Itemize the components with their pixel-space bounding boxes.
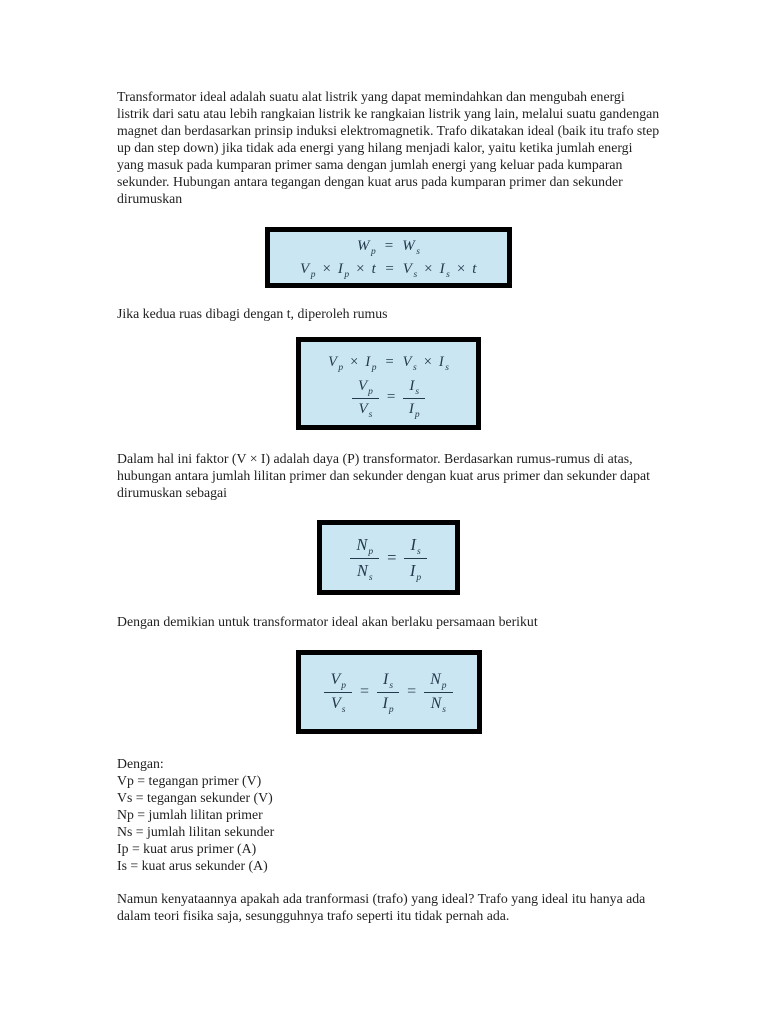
formula-row [324,671,452,713]
var-subscript: p [338,362,344,373]
var-subscript: s [445,362,449,373]
denominator [410,559,421,581]
var-subscript: s [341,705,346,715]
var-letter: V [330,671,341,688]
equals-sign: = [385,353,394,370]
equals-sign: = [384,237,394,254]
var-letter: V [357,377,368,394]
var-letter: N [356,534,368,554]
equals-sign: = [360,683,370,700]
variable [357,235,376,258]
var-letter: N [430,695,442,712]
variable [472,258,477,281]
var-letter: I [365,353,371,370]
variable [439,350,449,375]
variable [403,258,417,281]
var-letter: N [430,671,441,688]
var-subscript: p [416,572,422,583]
var-subscript: p [368,546,374,557]
var-subscript: p [371,246,376,257]
equals-sign: = [407,683,417,700]
fraction [403,378,425,418]
fraction [377,671,399,713]
var-letter: N [356,560,368,580]
var-subscript: s [413,362,417,373]
denominator [331,693,345,713]
formula-row [357,235,420,258]
formula-box-turns-current [317,520,460,595]
var-letter: I [438,353,445,370]
variable [365,350,376,375]
formula-box-voltage-current [296,337,481,430]
ideal-transformer-text: Dengan demikian untuk transformator ideal akan berlaku persamaan berikut [117,614,538,629]
legend-item-ip: Ip = kuat arus primer (A) [117,841,257,856]
formula-row [350,535,426,581]
var-subscript: p [414,409,420,420]
var-subscript: s [442,705,446,715]
var-letter: W [402,237,416,254]
equals-sign: = [385,260,394,277]
legend-item-is: Is = kuat arus sekunder (A) [117,858,268,873]
var-letter: I [439,260,446,277]
equals-sign: = [386,389,396,405]
formula-row [328,350,449,375]
denominator [383,693,394,713]
formula-box-combined [296,650,482,734]
numerator [350,535,379,559]
var-letter: t [371,260,377,277]
multiply-sign: × [356,260,365,277]
variable [328,350,343,375]
formula-row [300,258,477,281]
formula-row [352,378,425,418]
fraction [350,535,379,581]
fraction [324,671,352,713]
fraction [352,378,379,418]
equals-sign: = [387,547,397,567]
legend [117,755,660,874]
variable [440,258,450,281]
var-letter: V [402,260,413,277]
var-subscript: p [341,681,346,691]
var-subscript: s [446,269,450,280]
var-subscript: s [416,246,420,257]
var-letter: I [409,560,416,580]
multiply-sign: × [424,260,433,277]
legend-item-np: Np = jumlah lilitan primer [117,807,263,822]
var-subscript: p [388,705,394,715]
numerator [324,671,352,693]
fraction [404,535,426,581]
numerator [352,378,379,399]
var-letter: I [382,695,388,712]
multiply-sign: × [322,260,331,277]
divide-by-t-text: Jika kedua ruas dibagi dengan t, diperoleh rumus [117,306,388,321]
legend-item-vs: Vs = tegangan sekunder (V) [117,790,273,805]
var-subscript: p [371,362,377,373]
var-subscript: s [416,546,421,557]
denominator [431,693,446,713]
var-letter: I [409,377,415,394]
numerator [403,378,425,399]
intro-paragraph: Transformator ideal adalah suatu alat listrik yang dapat memindahkan dan mengubah energi listrik dari satu atau lebih rangkaian listrik ke rangkaian listrik yang lain, melalui suatu gandengan magnet dan berdasarkan prinsip induksi elektromagnetik. Trafo dikatakan ideal (baik itu trafo step up dan step down) jika tidak ada energi yang hilang menjadi kalor, yaitu ketika jumlah energi yang masuk pada kumparan primer sama dengan jumlah energi yang keluar pada kumparan sekunder. Hubungan antara tegangan dengan kuat arus pada kumparan primer dan sekunder dirumuskan [117,89,660,206]
var-letter: I [410,534,416,554]
var-letter: I [337,260,344,277]
var-letter: I [408,400,414,417]
numerator [404,535,426,559]
var-letter: V [330,695,341,712]
variable [402,235,420,258]
var-subscript: s [368,409,373,420]
var-letter: W [357,237,371,254]
fraction [424,671,452,713]
power-paragraph: Dalam hal ini faktor (V × I) adalah daya (P) transformator. Berdasarkan rumus-rumus di atas, hubungan antara jumlah lilitan primer dan sekunder dengan kuat arus primer dan sekunder dapat dirumuskan sebagai [117,451,650,500]
formula-box-energy [265,227,512,288]
denominator [357,559,373,581]
var-subscript: s [415,386,420,397]
var-subscript: p [368,386,373,397]
var-letter: t [472,260,477,277]
var-letter: V [300,260,310,277]
var-subscript: s [413,269,418,280]
var-subscript: s [368,572,373,583]
closing-paragraph: Namun kenyataannya apakah ada tranformasi (trafo) yang ideal? Trafo yang ideal itu hanya ada dalam teori fisika saja, sesungguhnya trafo seperti itu tidak pernah ada. [117,891,646,923]
var-subscript: p [344,269,350,280]
var-subscript: p [441,681,447,691]
var-letter: V [328,353,338,370]
legend-item-vp: Vp = tegangan primer (V) [117,773,262,788]
legend-title: Dengan: [117,756,164,771]
variable [300,258,315,281]
var-subscript: s [389,681,394,691]
denominator [409,399,420,418]
var-letter: V [358,400,368,417]
multiply-sign: × [456,260,466,277]
numerator [424,671,452,693]
multiply-sign: × [350,353,359,370]
variable [372,258,377,281]
var-letter: V [402,353,412,370]
variable [338,258,349,281]
variable [403,350,417,375]
numerator [377,671,399,693]
multiply-sign: × [423,353,432,370]
denominator [358,399,372,418]
legend-item-ns: Ns = jumlah lilitan sekunder [117,824,275,839]
var-subscript: p [310,269,316,280]
var-letter: I [383,671,389,688]
